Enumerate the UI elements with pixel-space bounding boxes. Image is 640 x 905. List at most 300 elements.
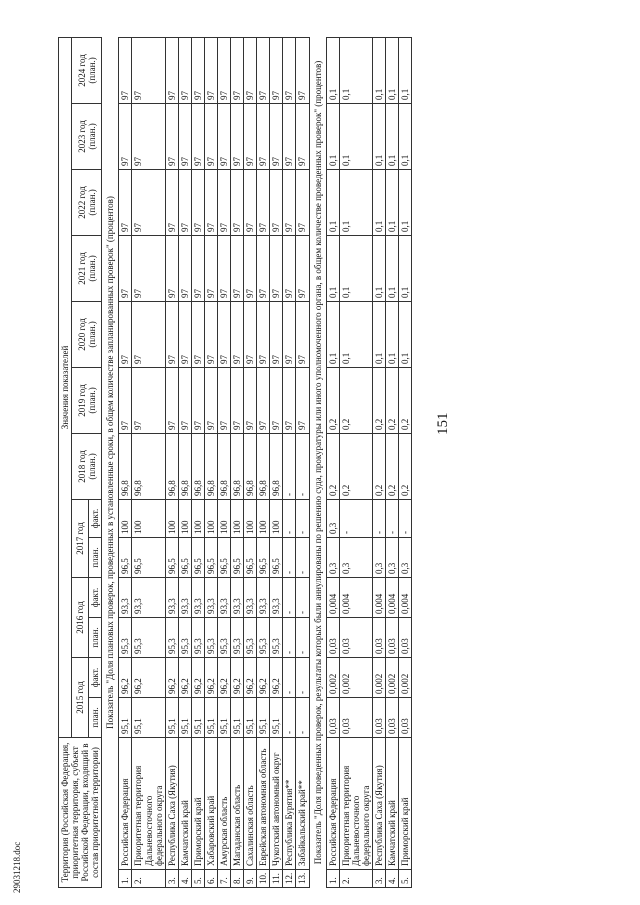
value-cell: 96,2 bbox=[191, 657, 204, 697]
value-cell: 0,002 bbox=[386, 657, 399, 697]
value-cell: 95,1 bbox=[257, 697, 270, 737]
value-cell: 97 bbox=[165, 301, 178, 367]
territory-name: Приоритетная территория Дальневосточного федерального округа bbox=[339, 737, 372, 869]
territory-name: Республика Саха (Якутия) bbox=[372, 737, 385, 869]
row-number: 2. bbox=[339, 870, 372, 888]
territory-name: Сахалинская область bbox=[244, 737, 257, 869]
value-cell: 97 bbox=[119, 103, 132, 169]
value-cell: 0,004 bbox=[339, 577, 372, 617]
row-number: 2. bbox=[132, 870, 165, 888]
value-cell: 96,8 bbox=[119, 433, 132, 499]
value-cell: 97 bbox=[204, 301, 217, 367]
value-cell: 0,2 bbox=[399, 433, 412, 499]
value-cell: 97 bbox=[204, 103, 217, 169]
value-cell: 97 bbox=[231, 367, 244, 433]
value-cell: 97 bbox=[231, 169, 244, 235]
value-cell: 96,2 bbox=[204, 657, 217, 697]
value-cell: 96,2 bbox=[231, 657, 244, 697]
value-cell: 97 bbox=[270, 301, 283, 367]
value-cell: 93,3 bbox=[178, 577, 191, 617]
value-cell: 97 bbox=[231, 103, 244, 169]
value-cell: 97 bbox=[119, 37, 132, 103]
value-cell: 97 bbox=[296, 37, 309, 103]
value-cell: 97 bbox=[283, 235, 296, 301]
value-cell: 97 bbox=[283, 169, 296, 235]
value-cell: 95,3 bbox=[165, 617, 178, 657]
value-cell: 95,1 bbox=[178, 697, 191, 737]
value-cell: 97 bbox=[218, 367, 231, 433]
value-cell: 97 bbox=[165, 367, 178, 433]
value-cell: - bbox=[386, 499, 399, 537]
value-cell: 97 bbox=[191, 367, 204, 433]
value-cell: 100 bbox=[191, 499, 204, 537]
value-cell: 97 bbox=[204, 235, 217, 301]
value-cell: 100 bbox=[119, 499, 132, 537]
plan-year-header: 2018 год (план.) bbox=[72, 433, 102, 499]
territory-name: Приморский край bbox=[191, 737, 204, 869]
value-cell: 97 bbox=[283, 367, 296, 433]
value-cell: 97 bbox=[231, 37, 244, 103]
value-cell: 97 bbox=[244, 103, 257, 169]
value-cell: 97 bbox=[204, 37, 217, 103]
value-cell: 95,3 bbox=[191, 617, 204, 657]
value-cell: 97 bbox=[270, 169, 283, 235]
row-number: 11. bbox=[270, 870, 283, 888]
value-cell: 0,03 bbox=[372, 697, 385, 737]
value-cell: 97 bbox=[244, 169, 257, 235]
value-cell: - bbox=[283, 697, 296, 737]
value-cell: - bbox=[283, 537, 296, 577]
value-cell: 97 bbox=[132, 367, 165, 433]
value-cell: 97 bbox=[132, 37, 165, 103]
value-cell: 97 bbox=[204, 367, 217, 433]
table-row bbox=[296, 37, 309, 887]
fact-subheader: факт. bbox=[89, 499, 102, 537]
value-cell: 100 bbox=[165, 499, 178, 537]
value-cell: 95,1 bbox=[218, 697, 231, 737]
value-cell: 97 bbox=[204, 169, 217, 235]
value-cell: - bbox=[296, 433, 309, 499]
territory-header: Территория (Российская Федерация, приоритетная территория, субъект Российской Федерации, входящий в состав приоритетной территории) bbox=[59, 737, 102, 887]
value-cell: 0,1 bbox=[386, 103, 399, 169]
value-cell: 0,1 bbox=[326, 301, 339, 367]
value-cell: 96,8 bbox=[204, 433, 217, 499]
value-cell: 95,3 bbox=[178, 617, 191, 657]
value-cell: 95,1 bbox=[231, 697, 244, 737]
value-cell: 96,5 bbox=[218, 537, 231, 577]
value-cell: 0,1 bbox=[386, 301, 399, 367]
value-cell: 97 bbox=[231, 301, 244, 367]
table-row bbox=[191, 37, 204, 887]
value-cell: - bbox=[296, 657, 309, 697]
value-cell: 96,8 bbox=[132, 433, 165, 499]
value-cell: 96,8 bbox=[178, 433, 191, 499]
territory-name: Чукотский автономный округ bbox=[270, 737, 283, 869]
territory-name: Забайкальский край** bbox=[296, 737, 309, 869]
value-cell: 0,3 bbox=[339, 537, 372, 577]
value-cell: 0,2 bbox=[386, 367, 399, 433]
value-cell: - bbox=[339, 499, 372, 537]
value-cell: 100 bbox=[231, 499, 244, 537]
value-cell: 96,2 bbox=[132, 657, 165, 697]
value-cell: 93,3 bbox=[270, 577, 283, 617]
table-row bbox=[326, 37, 339, 887]
row-number: 13. bbox=[296, 870, 309, 888]
row-number: 1. bbox=[326, 870, 339, 888]
value-cell: 0,2 bbox=[386, 433, 399, 499]
value-cell: 95,3 bbox=[231, 617, 244, 657]
value-cell: 0,004 bbox=[372, 577, 385, 617]
value-cell: - bbox=[283, 617, 296, 657]
value-cell: 0,1 bbox=[399, 103, 412, 169]
value-cell: 96,8 bbox=[218, 433, 231, 499]
value-cell: 0,1 bbox=[386, 169, 399, 235]
value-cell: 97 bbox=[257, 301, 270, 367]
value-cell: 97 bbox=[296, 367, 309, 433]
value-cell: 96,5 bbox=[132, 537, 165, 577]
value-cell: 97 bbox=[119, 169, 132, 235]
year-2015-header: 2015 год bbox=[72, 657, 89, 737]
value-cell: 97 bbox=[270, 103, 283, 169]
plan-subheader: план. bbox=[89, 617, 102, 657]
plan-subheader: план. bbox=[89, 537, 102, 577]
value-cell: - bbox=[296, 617, 309, 657]
value-cell: 0,002 bbox=[372, 657, 385, 697]
value-cell: 100 bbox=[178, 499, 191, 537]
year-2016-header: 2016 год bbox=[72, 577, 89, 657]
table-row bbox=[270, 37, 283, 887]
value-cell: 0,03 bbox=[326, 697, 339, 737]
territory-name: Камчатский край bbox=[386, 737, 399, 869]
value-cell: 0,1 bbox=[339, 235, 372, 301]
table-row bbox=[257, 37, 270, 887]
table-row bbox=[178, 37, 191, 887]
value-cell: 97 bbox=[178, 103, 191, 169]
value-cell: 96,8 bbox=[270, 433, 283, 499]
value-cell: 97 bbox=[296, 235, 309, 301]
row-number: 1. bbox=[119, 870, 132, 888]
row-number: 9. bbox=[244, 870, 257, 888]
value-cell: 0,1 bbox=[372, 103, 385, 169]
value-cell: 97 bbox=[191, 235, 204, 301]
value-cell: 0,002 bbox=[339, 657, 372, 697]
value-cell: 0,3 bbox=[326, 499, 339, 537]
territory-name: Приоритетная территория Дальневосточного федерального округа bbox=[132, 737, 165, 869]
value-cell: 0,1 bbox=[326, 235, 339, 301]
value-cell: 0,1 bbox=[339, 169, 372, 235]
territory-name: Республика Бурятия** bbox=[283, 737, 296, 869]
value-cell: 95,3 bbox=[204, 617, 217, 657]
value-cell: - bbox=[283, 657, 296, 697]
fact-subheader: факт. bbox=[89, 657, 102, 697]
value-cell: 97 bbox=[218, 235, 231, 301]
value-cell: 100 bbox=[244, 499, 257, 537]
value-cell: 0,1 bbox=[339, 301, 372, 367]
value-cell: 97 bbox=[270, 235, 283, 301]
value-cell: 0,2 bbox=[399, 367, 412, 433]
value-cell: 93,3 bbox=[231, 577, 244, 617]
value-cell: - bbox=[283, 577, 296, 617]
value-cell: 95,1 bbox=[132, 697, 165, 737]
value-cell: - bbox=[283, 499, 296, 537]
value-cell: 0,03 bbox=[399, 617, 412, 657]
territory-name: Приморский край bbox=[399, 737, 412, 869]
plan-year-header: 2024 год (план.) bbox=[72, 37, 102, 103]
section-title: Показатель "Доля проведенных проверок, результаты которых были аннулированы по решению суда, прокуратуры или иного уполномоченного органа, в общем количестве проведенных проверок" (процентов) bbox=[309, 37, 326, 887]
value-cell: 97 bbox=[244, 301, 257, 367]
value-cell: 97 bbox=[296, 301, 309, 367]
territory-name: Хабаровский край bbox=[204, 737, 217, 869]
value-cell: 93,3 bbox=[165, 577, 178, 617]
row-number: 8. bbox=[231, 870, 244, 888]
value-cell: 93,3 bbox=[204, 577, 217, 617]
territory-name: Камчатский край bbox=[178, 737, 191, 869]
rotated-table-sheet bbox=[58, 38, 618, 888]
value-cell: 97 bbox=[218, 301, 231, 367]
value-cell: 96,5 bbox=[191, 537, 204, 577]
value-cell: 0,1 bbox=[372, 301, 385, 367]
value-cell: 97 bbox=[218, 169, 231, 235]
territory-name: Республика Саха (Якутия) bbox=[165, 737, 178, 869]
value-cell: 97 bbox=[178, 367, 191, 433]
value-cell: 0,1 bbox=[399, 301, 412, 367]
value-cell: 95,3 bbox=[270, 617, 283, 657]
row-number: 10. bbox=[257, 870, 270, 888]
indicators-table bbox=[58, 37, 412, 888]
value-cell: 93,3 bbox=[218, 577, 231, 617]
value-cell: 97 bbox=[283, 37, 296, 103]
value-cell: 93,3 bbox=[132, 577, 165, 617]
plan-year-header: 2023 год (план.) bbox=[72, 103, 102, 169]
value-cell: 97 bbox=[191, 103, 204, 169]
value-cell: 0,03 bbox=[399, 697, 412, 737]
value-cell: 95,1 bbox=[191, 697, 204, 737]
value-cell: 0,004 bbox=[399, 577, 412, 617]
value-cell: 97 bbox=[165, 37, 178, 103]
value-cell: 97 bbox=[257, 367, 270, 433]
value-cell: 96,5 bbox=[270, 537, 283, 577]
value-cell: 96,5 bbox=[231, 537, 244, 577]
value-cell: 100 bbox=[204, 499, 217, 537]
value-cell: 96,8 bbox=[257, 433, 270, 499]
value-cell: 0,1 bbox=[399, 169, 412, 235]
table-row bbox=[386, 37, 399, 887]
value-cell: 0,1 bbox=[326, 37, 339, 103]
value-cell: 97 bbox=[119, 235, 132, 301]
value-cell: 97 bbox=[218, 37, 231, 103]
value-cell: 95,3 bbox=[257, 617, 270, 657]
value-cell: 0,1 bbox=[386, 235, 399, 301]
value-cell: 95,3 bbox=[119, 617, 132, 657]
value-cell: 97 bbox=[178, 169, 191, 235]
value-cell: 95,3 bbox=[218, 617, 231, 657]
fact-subheader: факт. bbox=[89, 577, 102, 617]
value-cell: 95,1 bbox=[270, 697, 283, 737]
value-cell: 100 bbox=[132, 499, 165, 537]
value-cell: 95,1 bbox=[204, 697, 217, 737]
value-cell: 100 bbox=[270, 499, 283, 537]
value-cell: 97 bbox=[218, 103, 231, 169]
table-row bbox=[119, 37, 132, 887]
value-cell: 97 bbox=[132, 169, 165, 235]
value-cell: 95,3 bbox=[132, 617, 165, 657]
value-cell: 97 bbox=[191, 301, 204, 367]
value-cell: 0,1 bbox=[326, 169, 339, 235]
value-cell: 0,1 bbox=[326, 103, 339, 169]
value-cell: 97 bbox=[178, 301, 191, 367]
table-row bbox=[399, 37, 412, 887]
value-cell: 97 bbox=[270, 367, 283, 433]
value-cell: 97 bbox=[132, 103, 165, 169]
value-cell: 96,8 bbox=[244, 433, 257, 499]
value-cell: 96,2 bbox=[119, 657, 132, 697]
row-number: 4. bbox=[178, 870, 191, 888]
value-cell: 97 bbox=[191, 37, 204, 103]
plan-year-header: 2019 год (план.) bbox=[72, 367, 102, 433]
value-cell: 96,5 bbox=[178, 537, 191, 577]
value-cell: 0,2 bbox=[326, 433, 339, 499]
table-row bbox=[132, 37, 165, 887]
value-cell: 97 bbox=[231, 235, 244, 301]
value-cell: 97 bbox=[257, 169, 270, 235]
value-cell: 96,2 bbox=[257, 657, 270, 697]
table-row bbox=[283, 37, 296, 887]
value-cell: 96,5 bbox=[244, 537, 257, 577]
plan-year-header: 2020 год (план.) bbox=[72, 301, 102, 367]
value-cell: 97 bbox=[283, 103, 296, 169]
value-cell: 93,3 bbox=[119, 577, 132, 617]
year-2017-header: 2017 год bbox=[72, 499, 89, 577]
value-cell: 96,5 bbox=[119, 537, 132, 577]
value-cell: 95,1 bbox=[165, 697, 178, 737]
row-number: 5. bbox=[399, 870, 412, 888]
value-cell: - bbox=[283, 433, 296, 499]
value-cell: 96,5 bbox=[204, 537, 217, 577]
value-cell: 97 bbox=[191, 169, 204, 235]
value-cell: - bbox=[296, 577, 309, 617]
value-cell: 96,2 bbox=[244, 657, 257, 697]
row-number: 4. bbox=[386, 870, 399, 888]
value-cell: 0,03 bbox=[372, 617, 385, 657]
value-cell: 97 bbox=[244, 367, 257, 433]
value-cell: - bbox=[372, 499, 385, 537]
value-cell: 100 bbox=[257, 499, 270, 537]
value-cell: 0,2 bbox=[372, 433, 385, 499]
table-row bbox=[204, 37, 217, 887]
value-cell: 97 bbox=[257, 37, 270, 103]
value-cell: 0,2 bbox=[339, 367, 372, 433]
value-cell: 0,03 bbox=[339, 617, 372, 657]
table-row bbox=[244, 37, 257, 887]
value-cell: 0,03 bbox=[386, 617, 399, 657]
value-cell: - bbox=[296, 499, 309, 537]
territory-name: Амурская область bbox=[218, 737, 231, 869]
value-cell: 96,8 bbox=[165, 433, 178, 499]
value-cell: 95,1 bbox=[119, 697, 132, 737]
row-number: 6. bbox=[204, 870, 217, 888]
value-cell: 0,3 bbox=[399, 537, 412, 577]
values-group-header: Значения показателей bbox=[59, 37, 72, 737]
value-cell: 93,3 bbox=[191, 577, 204, 617]
value-cell: 97 bbox=[283, 301, 296, 367]
territory-name: Российская Федерация bbox=[119, 737, 132, 869]
value-cell: 0,1 bbox=[372, 235, 385, 301]
value-cell: 96,2 bbox=[165, 657, 178, 697]
value-cell: 0,3 bbox=[372, 537, 385, 577]
value-cell: 97 bbox=[178, 37, 191, 103]
value-cell: 0,2 bbox=[326, 367, 339, 433]
value-cell: 0,1 bbox=[372, 37, 385, 103]
value-cell: 0,03 bbox=[386, 697, 399, 737]
value-cell: 0,1 bbox=[399, 37, 412, 103]
value-cell: 0,004 bbox=[386, 577, 399, 617]
territory-name: Магаданская область bbox=[231, 737, 244, 869]
row-number: 3. bbox=[372, 870, 385, 888]
value-cell: 97 bbox=[296, 169, 309, 235]
value-cell: 97 bbox=[132, 301, 165, 367]
row-number: 7. bbox=[218, 870, 231, 888]
value-cell: 97 bbox=[178, 235, 191, 301]
value-cell: 95,3 bbox=[244, 617, 257, 657]
territory-name: Еврейская автономная область bbox=[257, 737, 270, 869]
value-cell: 96,8 bbox=[191, 433, 204, 499]
value-cell: 96,2 bbox=[178, 657, 191, 697]
row-number: 12. bbox=[283, 870, 296, 888]
value-cell: 0,002 bbox=[326, 657, 339, 697]
value-cell: 93,3 bbox=[244, 577, 257, 617]
table-row bbox=[165, 37, 178, 887]
value-cell: 0,002 bbox=[399, 657, 412, 697]
table-row bbox=[231, 37, 244, 887]
value-cell: 93,3 bbox=[257, 577, 270, 617]
value-cell: 96,5 bbox=[165, 537, 178, 577]
value-cell: 96,2 bbox=[218, 657, 231, 697]
value-cell: 0,1 bbox=[339, 103, 372, 169]
table-row bbox=[372, 37, 385, 887]
value-cell: 100 bbox=[218, 499, 231, 537]
value-cell: 97 bbox=[165, 169, 178, 235]
section-title: Показатель "Доля плановых проверок, проведенных в установленные сроки, в общем количестве запланированных проверок" (процентов) bbox=[102, 37, 119, 887]
value-cell: 97 bbox=[257, 103, 270, 169]
value-cell: 96,2 bbox=[270, 657, 283, 697]
value-cell: 96,5 bbox=[257, 537, 270, 577]
value-cell: - bbox=[399, 499, 412, 537]
value-cell: 0,2 bbox=[372, 367, 385, 433]
plan-subheader: план. bbox=[89, 697, 102, 737]
value-cell: 0,1 bbox=[386, 37, 399, 103]
value-cell: 97 bbox=[244, 37, 257, 103]
value-cell: 97 bbox=[296, 103, 309, 169]
value-cell: 97 bbox=[119, 367, 132, 433]
value-cell: 97 bbox=[119, 301, 132, 367]
value-cell: 97 bbox=[165, 235, 178, 301]
row-number: 5. bbox=[191, 870, 204, 888]
value-cell: 0,3 bbox=[326, 537, 339, 577]
value-cell: - bbox=[296, 697, 309, 737]
plan-year-header: 2022 год (план.) bbox=[72, 169, 102, 235]
territory-name: Российская Федерация bbox=[326, 737, 339, 869]
value-cell: 95,1 bbox=[244, 697, 257, 737]
value-cell: 97 bbox=[165, 103, 178, 169]
footer-doc-code: 29031218.doc bbox=[12, 841, 22, 893]
value-cell: - bbox=[296, 537, 309, 577]
value-cell: 0,1 bbox=[339, 37, 372, 103]
value-cell: 0,1 bbox=[399, 235, 412, 301]
page-number: 151 bbox=[435, 412, 451, 435]
value-cell: 0,3 bbox=[386, 537, 399, 577]
table-row bbox=[218, 37, 231, 887]
plan-year-header: 2021 год (план.) bbox=[72, 235, 102, 301]
